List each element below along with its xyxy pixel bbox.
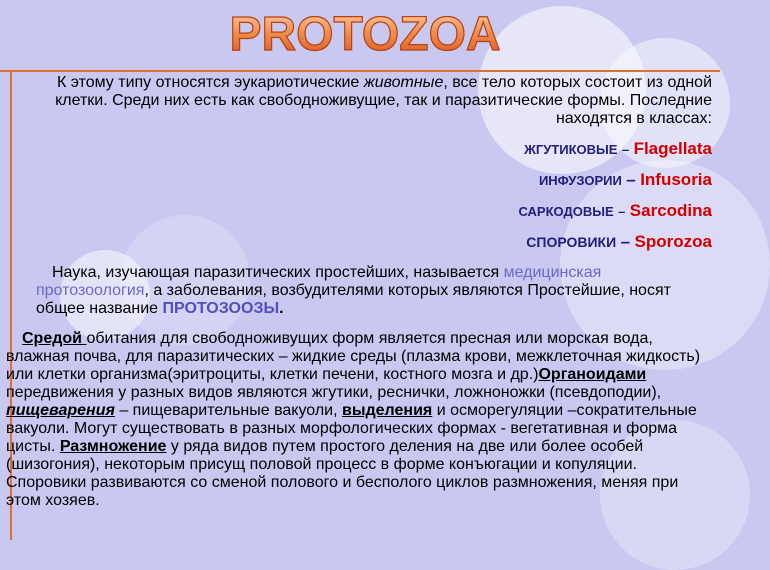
environment-text: у ряда видов путем простого деления на две или более особей (шизогония), некоторым присущ половой процесс в форме конъюгации и копуляции. Споровики развиваются со сменой полового и бесполого циклов размножения, меняя при этом хозяев. [6,438,679,509]
class-russian: СПОРОВИКИ [526,234,617,250]
intro-paragraph [36,74,712,128]
science-term: медицинская протозоология [36,264,602,299]
environment-text: обитания для свободноживущих форм является пресная или морская вода, влажная почва, для паразитических – жидкие среды (плазма крови, межклеточная жидкость) или клетки организма(эритроциты, клетки печени, костного мозга и др.) [6,330,701,383]
class-russian: ЖГУТИКОВЫЕ [524,142,618,157]
class-dash: – [621,142,630,157]
header-divider [0,70,720,72]
science-text: , а заболевания, возбудителями которых являются Простейшие, носят общее название [36,282,671,317]
class-dash: – [618,204,626,219]
term-digestion: пищеварения [6,402,115,419]
term-excretion: выделения [342,402,433,419]
class-row [36,171,712,202]
environment-text: передвижения у разных видов являются жгутики, реснички, ложноножки (псевдоподии), [6,384,662,401]
class-dash: – [626,170,636,189]
class-dash: – [620,232,631,251]
environment-text: – пищеварительные вакуоли, [114,402,342,419]
slide-title [229,4,501,64]
class-latin: Flagellata [633,139,712,158]
environment-paragraph [6,330,712,510]
class-row [36,202,712,233]
environment-text: и осморегуляции –сократительные вакуоли. Могут существовать в разных морфологических формах - вегетативная и форма цисты. [6,402,697,455]
intro-text: , все тело которых состоит из одной клетки. Среди них есть как свободноживущие, так и паразитические формы. Последние находятся в классах: [55,74,712,127]
term-sreda: Средой [22,330,87,347]
slide-body [6,74,712,510]
class-row [36,140,712,171]
class-latin: Sporozoa [634,232,712,251]
disease-term: ПРОТОЗООЗЫ [162,300,280,317]
science-paragraph [36,264,712,318]
class-latin: Infusoria [640,170,712,189]
intro-italic-term: животные [363,74,444,91]
class-russian: ИНФУЗОРИИ [538,173,622,188]
intro-text: К этому типу относятся эукариотические [57,74,364,91]
classes-list [36,140,712,264]
class-latin: Sarcodina [629,201,712,220]
class-row [36,233,712,264]
term-organoids: Органоидами [538,366,647,383]
title-text: PROTOZOA [229,8,501,61]
title-wordart [229,4,501,64]
science-end: . [279,300,284,317]
class-russian: САРКОДОВЫЕ [518,204,614,219]
science-text: Наука, изучающая паразитических простейших, называется [52,264,504,281]
term-reproduction: Размножение [59,438,167,455]
